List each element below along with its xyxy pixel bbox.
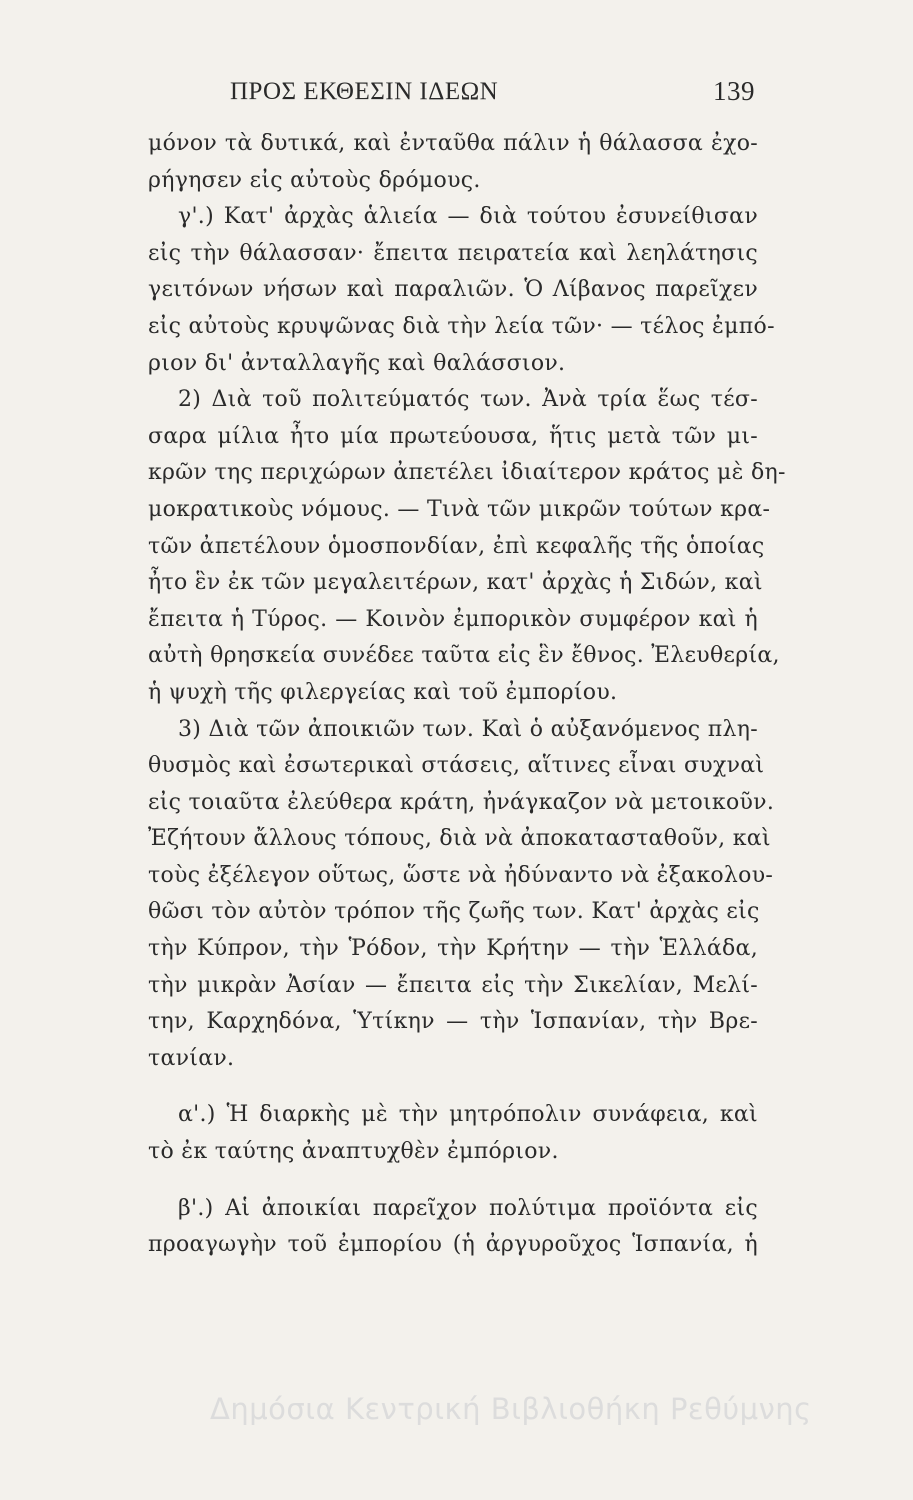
text-line: μόνον τὰ δυτικά, καὶ ἐνταῦθα πάλιν ἡ θάλασσα ἐχο- [148, 131, 758, 156]
text-line: τὴν Κύπρον, τὴν Ῥόδον, τὴν Κρήτην — τὴν Ἑλλάδα, [148, 936, 758, 962]
text-line: γ'.) Κατ' ἀρχὰς ἁλιεία — διὰ τούτου ἐσυνείθισαν [178, 204, 758, 230]
page-number: 139 [713, 76, 755, 106]
paragraph-gap [148, 1077, 758, 1097]
text-line: σαρα μίλια ἦτο μία πρωτεύουσα, ἥτις μετὰ τῶν μι- [148, 423, 758, 449]
text-line: 2) Διὰ τοῦ πολιτεύματός των. Ἀνὰ τρία ἕως τέσ- [178, 387, 758, 413]
text-line: προαγωγὴν τοῦ ἐμπορίου (ἡ ἀργυροῦχος Ἱσπανία, ἡ [148, 1232, 758, 1258]
text-line: γειτόνων νήσων καὶ παραλιῶν. Ὁ Λίβανος παρεῖχεν [148, 277, 758, 303]
running-header [230, 78, 755, 118]
header-title: ΠΡΟΣ ΕΚΘΕΣΙΝ ΙΔΕΩΝ [230, 78, 499, 105]
library-watermark: Δημόσια Κεντρική Βιβλιοθήκη Ρεθύμνης [210, 1392, 812, 1426]
text-line: Ἐζήτουν ἄλλους τόπους, διὰ νὰ ἀποκατασταθοῦν, καὶ [148, 826, 771, 852]
text-line: μοκρατικοὺς νόμους. — Τινὰ τῶν μικρῶν τούτων κρα- [148, 496, 771, 522]
text-line: ριον δι' ἀνταλλαγῆς καὶ θαλάσσιον. [148, 350, 566, 376]
text-line: την, Καρχηδόνα, Ὑτίκην — τὴν Ἱσπανίαν, τὴν Βρε- [148, 1009, 758, 1035]
text-line: τὴν μικρὰν Ἀσίαν — ἔπειτα εἰς τὴν Σικελίαν, Μελί- [148, 972, 758, 998]
text-line: εἰς αὐτοὺς κρυψῶνας διὰ τὴν λεία τῶν· — τέλος ἐμπό- [148, 313, 775, 339]
text-line: εἰς τὴν θάλασσαν· ἔπειτα πειρατεία καὶ λεηλάτησις [148, 240, 758, 266]
text-line: ἦτο ἓν ἐκ τῶν μεγαλειτέρων, κατ' ἀρχὰς ἡ Σιδών, καὶ [148, 570, 763, 596]
text-line: αὐτὴ θρησκεία συνέδεε ταῦτα εἰς ἓν ἔθνος. Ἐλευθερία, [148, 643, 780, 669]
text-line: τὸ ἐκ ταύτης ἀναπτυχθὲν ἐμπόριον. [148, 1139, 559, 1165]
text-line: θυσμὸς καὶ ἐσωτερικαὶ στάσεις, αἵτινες εἶναι συχναὶ [148, 753, 765, 779]
text-line: ἔπειτα ἡ Τύρος. — Κοινὸν ἐμπορικὸν συμφέρον καὶ ἡ [148, 606, 758, 632]
text-line: τοὺς ἐξέλεγον οὕτως, ὥστε νὰ ἠδύναντο νὰ ἐξακολου- [148, 862, 774, 888]
text-line: κρῶν της περιχώρων ἀπετέλει ἰδιαίτερον κράτος μὲ δη- [148, 460, 786, 486]
paragraph-gap [148, 1171, 758, 1191]
text-line: ἡ ψυχὴ τῆς φιλεργείας καὶ τοῦ ἐμπορίου. [148, 679, 618, 705]
text-line: εἰς τοιαῦτα ἐλεύθερα κράτη, ἠνάγκαζον νὰ μετοικοῦν. [148, 789, 775, 815]
text-line: τῶν ἀπετέλουν ὁμοσπονδίαν, ἐπὶ κεφαλῆς τῆς ὁποίας [148, 533, 765, 559]
text-line: α'.) Ἡ διαρκὴς μὲ τὴν μητρόπολιν συνάφεια, καὶ [178, 1102, 758, 1128]
text-line: β'.) Αἱ ἀποικίαι παρεῖχον πολύτιμα προϊόντα εἰς [178, 1195, 758, 1221]
page-body [148, 126, 786, 1264]
text-line: ρήγησεν εἰς αὐτοὺς δρόμους. [148, 167, 481, 193]
text-line: τανίαν. [148, 1045, 235, 1071]
text-line: θῶσι τὸν αὐτὸν τρόπον τῆς ζωῆς των. Κατ' ἀρχὰς εἰς [148, 899, 760, 925]
text-line: 3) Διὰ τῶν ἀποικιῶν των. Καὶ ὁ αὐξανόμενος πλη- [178, 716, 758, 742]
